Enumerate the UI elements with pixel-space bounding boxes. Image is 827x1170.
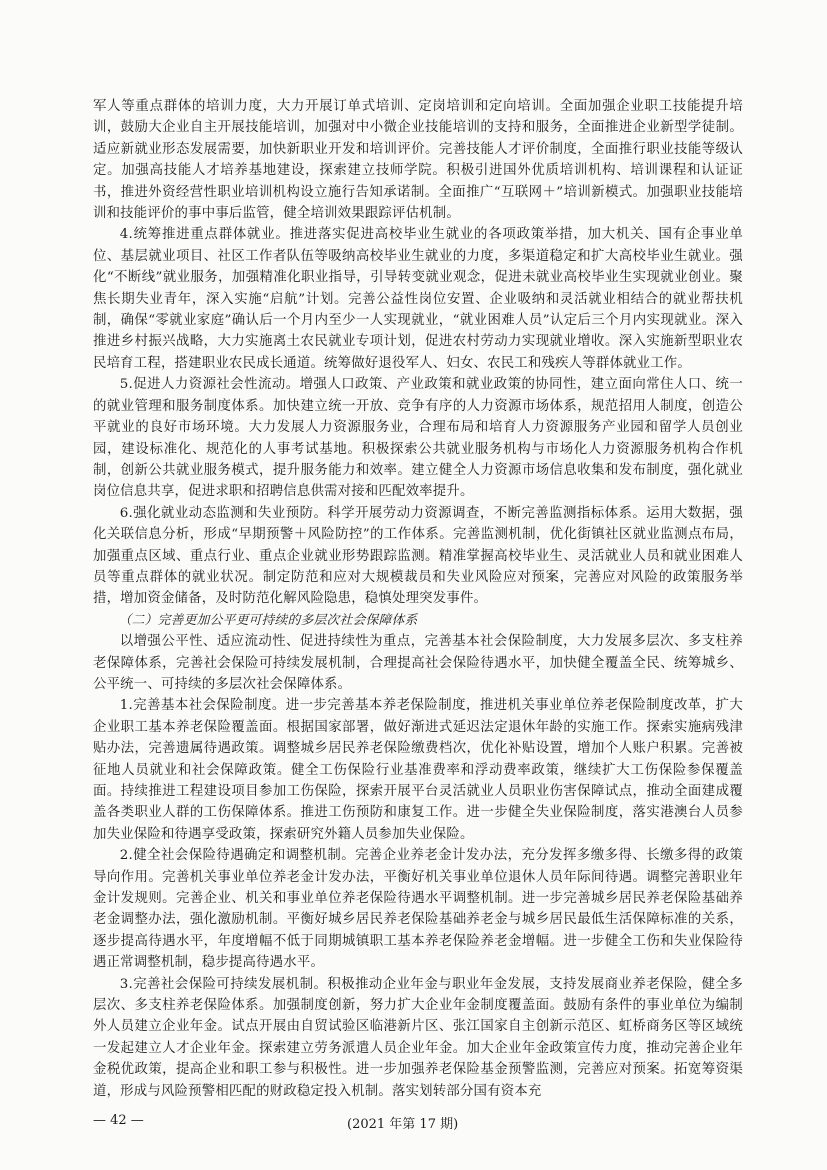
page-footer — [0, 1113, 827, 1135]
body-text — [93, 96, 743, 1102]
paragraph-item-1-insurance-system: 1.完善基本社会保险制度。进一步完善基本养老保险制度，推进机关事业单位养老保险制度改革，扩大企业职工基本养老保险覆盖面。根据国家部署，做好渐进式延迟法定退休年龄的实施工作。探索实施病残津贴办法，完善遗属待遇政策。调整城乡居民养老保险缴费档次，优化补贴设置，增加个人账户积累。完善被征地人员就业和社会保障政策。健全工伤保险行业基准费率和浮动费率政策，继续扩大工伤保险参保覆盖面。持续推进工程建设项目参加工伤保险，探索开展平台灵活就业人员职业伤害保障试点，推动全面建成覆盖各类职业人群的工伤保障体系。推进工伤预防和康复工作。进一步健全失业保险制度，落实港澳台人员参加失业保险和待遇享受政策，探索研究外籍人员参加失业保险。 — [93, 698, 743, 842]
section-heading-social-security: （二）完善更加公平更可持续的多层次社会保障体系 — [118, 612, 418, 628]
paragraph-item-3-sustainability: 3.完善社会保险可持续发展机制。积极推动企业年金与职业年金发展，支持发展商业养老保险，健全多层次、多支柱养老保险体系。加强制度创新，努力扩大企业年金制度覆盖面。鼓励有条件的事业单位为编制外人员建立企业年金。试点开展由自贸试验区临港新片区、张江国家自主创新示范区、虹桥商务区等区域统一发起建立人才企业年金。探索建立劳务派遣人员企业年金。加大企业年金政策宣传力度，推动完善企业年金税优政策，提高企业和职工参与积极性。进一步加强养老保险基金预警监测，完善应对预案。拓宽筹资渠道，形成与风险预警相匹配的财政稳定投入机制。落实划转部分国有资本充 — [93, 976, 743, 1099]
paragraph-section-intro: 以增强公平性、适应流动性、促进持续性为重点，完善基本社会保险制度，大力发展多层次、多支柱养老保障体系，完善社会保险可持续发展机制，合理提高社会保险待遇水平，加快健全覆盖全民、统筹城乡、公平统一、可持续的多层次社会保障体系。 — [93, 634, 743, 692]
paragraph-item-5-mobility: 5.促进人力资源社会性流动。增强人口政策、产业政策和就业政策的协同性，建立面向常住人口、统一的就业管理和服务制度体系。加快建立统一开放、竞争有序的人力资源市场体系，规范招用人制度，创造公平就业的良好市场环境。大力发展人力资源服务业，合理布局和培育人力资源服务产业园和留学人员创业园，建设标准化、规范化的人事考试基地。积极探索公共就业服务机构与市场化人力资源服务机构合作机制，创新公共就业服务模式，提升服务能力和效率。建立健全人力资源市场信息收集和发布制度，强化就业岗位信息共享，促进求职和招聘信息供需对接和匹配效率提升。 — [93, 377, 743, 500]
page-number: — 42 — — [93, 1113, 144, 1128]
issue-label: (2021 年第 17 期) — [347, 1117, 459, 1132]
paragraph-training-continuation: 军人等重点群体的培训力度，大力开展订单式培训、定岗培训和定向培训。全面加强企业职工技能提升培训，鼓励大企业自主开展技能培训，加强对中小微企业技能培训的支持和服务，全面推进企业新型学徒制。适应新就业形态发展需要，加快新职业开发和培训评价。完善技能人才评价制度，全面推行职业技能等级认定。加强高技能人才培养基地建设，探索建立技师学院。积极引进国外优质培训机构、培训课程和认证证书，推进外资经营性职业培训机构设立施行告知承诺制。全面推广“互联网＋”培训新模式。加强职业技能培训和技能评价的事中事后监管，健全培训效果跟踪评估机制。 — [93, 99, 743, 222]
paragraph-item-2-benefit-adjustment: 2.健全社会保险待遇确定和调整机制。完善企业养老金计发办法，充分发挥多缴多得、长缴多得的政策导向作用。完善机关事业单位养老金计发办法，平衡好机关事业单位退休人员年际间待遇。调整完善职业年金计发规则。完善企业、机关和事业单位养老保险待遇水平调整机制。进一步完善城乡居民养老保险基础养老金调整办法，强化激励机制。平衡好城乡居民养老保险基础养老金与城乡居民最低生活保障标准的关系，逐步提高待遇水平，年度增幅不低于同期城镇职工基本养老保险养老金增幅。进一步健全工伤和失业保险待遇正常调整机制，稳步提高待遇水平。 — [93, 848, 743, 971]
paragraph-item-6-monitoring: 6.强化就业动态监测和失业预防。科学开展劳动力资源调查，不断完善监测指标体系。运用大数据，强化关联信息分析，形成“早期预警＋风险防控”的工作体系。完善监测机制，优化街镇社区就业监测点布局，加强重点区域、重点行业、重点企业就业形势跟踪监测。精准掌握高校毕业生、灵活就业人员和就业困难人员等重点群体的就业状况。制定防范和应对大规模裁员和失业风险应对预案，完善应对风险的政策服务举措，增加资金储备，及时防范化解风险隐患，稳慎处理突发事件。 — [93, 505, 743, 607]
paragraph-item-4-key-groups: 4.统筹推进重点群体就业。推进落实促进高校毕业生就业的各项政策举措，加大机关、国有企事业单位、基层就业项目、社区工作者队伍等吸纳高校毕业生就业的力度，多渠道稳定和扩大高校毕业生就业。强化“不断线”就业服务，加强精准化职业指导，引导转变就业观念，促进未就业高校毕业生实现就业创业。聚焦长期失业青年，深入实施“启航”计划。完善公益性岗位安置、企业吸纳和灵活就业相结合的就业帮扶机制，确保“零就业家庭”确认后一个月内至少一人实现就业，“就业困难人员”认定后三个月内实现就业。深入推进乡村振兴战略，大力实施离土农民就业专项计划，促进农村劳动力实现就业增收。深入实施新型职业农民培育工程，搭建职业农民成长通道。统筹做好退役军人、妇女、农民工和残疾人等群体就业工作。 — [93, 227, 743, 371]
